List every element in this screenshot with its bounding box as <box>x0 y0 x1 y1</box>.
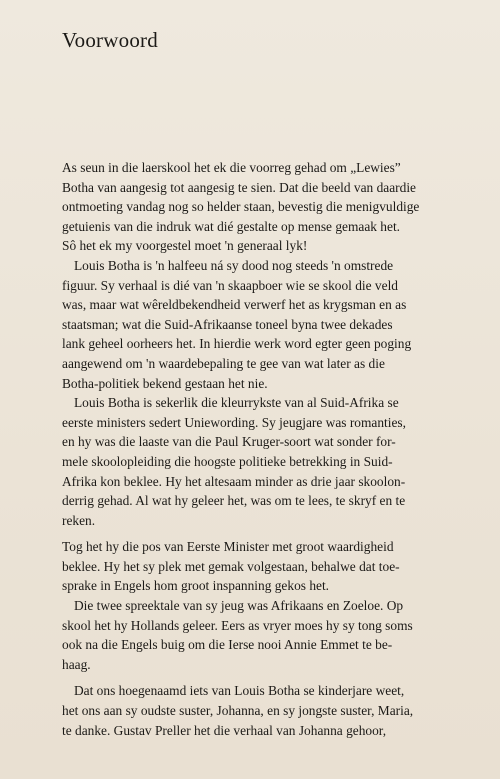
text-line: beklee. Hy het sy plek met gemak volgestaan, behalwe dat toe- <box>62 558 400 574</box>
paragraph-1 <box>62 158 450 256</box>
text-line: ontmoeting vandag nog so helder staan, bevestig die menigvuldige <box>62 199 420 215</box>
text-line: Sô het ek my voorgestel moet 'n generaal lyk! <box>62 238 308 254</box>
paragraph-6 <box>62 681 450 740</box>
text-line: Afrika kon beklee. Hy het altesaam minder as drie jaar skoolon- <box>62 473 406 489</box>
text-line: was, maar wat wêreldbekendheid verwerf het as krygsman en as <box>62 297 407 313</box>
text-line: lank geheel oorheers het. In hierdie werk word egter geen poging <box>62 336 412 352</box>
text-line: Dat ons hoegenaamd iets van Louis Botha se kinderjare weet, <box>74 683 405 699</box>
text-line: figuur. Sy verhaal is dié van 'n skaapboer wie se skool die veld <box>62 277 398 293</box>
text-line: As seun in die laerskool het ek die voorreg gehad om „Lewies” <box>62 160 401 175</box>
text-line: Die twee spreektale van sy jeug was Afrikaans en Zoeloe. Op <box>74 598 404 614</box>
paragraph-4 <box>62 537 450 596</box>
text-line: getuienis van die indruk wat dié gestalte op mense gemaak het. <box>62 218 401 234</box>
text-line: Louis Botha is 'n halfeeu ná sy dood nog steeds 'n omstrede <box>74 257 394 273</box>
text-line: haag. <box>62 656 91 672</box>
text-line: Botha-politiek bekend gestaan het nie. <box>62 375 268 391</box>
body-text <box>62 158 450 740</box>
text-line: reken. <box>62 512 96 528</box>
text-line: ook na die Engels buig om die Ierse nooi Annie Emmet te be- <box>62 637 393 653</box>
text-line: derrig gehad. Al wat hy geleer het, was om te lees, te skryf en te <box>62 493 406 509</box>
paragraph-5 <box>62 596 450 674</box>
text-line: sprake in Engels hom groot inspanning gekos het. <box>62 578 330 594</box>
text-line: eerste ministers sedert Uniewording. Sy jeugjare was romanties, <box>62 414 406 430</box>
text-line: skool het hy Hollands geleer. Eers as vryer moes hy sy tong soms <box>62 617 413 633</box>
paragraph-3 <box>62 393 450 530</box>
text-line: Botha van aangesig tot aangesig te sien. Dat die beeld van daardie <box>62 179 416 195</box>
text-line: aangewend om 'n waardebepaling te gee van wat later as die <box>62 355 385 371</box>
text-line: Tog het hy die pos van Eerste Minister met groot waardigheid <box>62 539 394 555</box>
show-through-text <box>150 38 490 54</box>
text-line: het ons aan sy oudste suster, Johanna, en sy jongste suster, Maria, <box>62 703 414 719</box>
text-line: te danke. Gustav Preller het die verhaal van Johanna gehoor, <box>62 722 387 738</box>
text-line: staatsman; wat die Suid-Afrikaanse toneel byna twee dekades <box>62 316 393 332</box>
page-heading: Voorwoord <box>62 28 158 52</box>
text-line: Louis Botha is sekerlik die kleurrykste van al Suid-Afrika se <box>74 395 399 411</box>
paragraph-2 <box>62 256 450 393</box>
text-line: en hy was die laaste van die Paul Kruger-soort wat sonder for- <box>62 434 396 450</box>
text-line: mele skoolopleiding die hoogste politieke betrekking in Suid- <box>62 453 393 469</box>
